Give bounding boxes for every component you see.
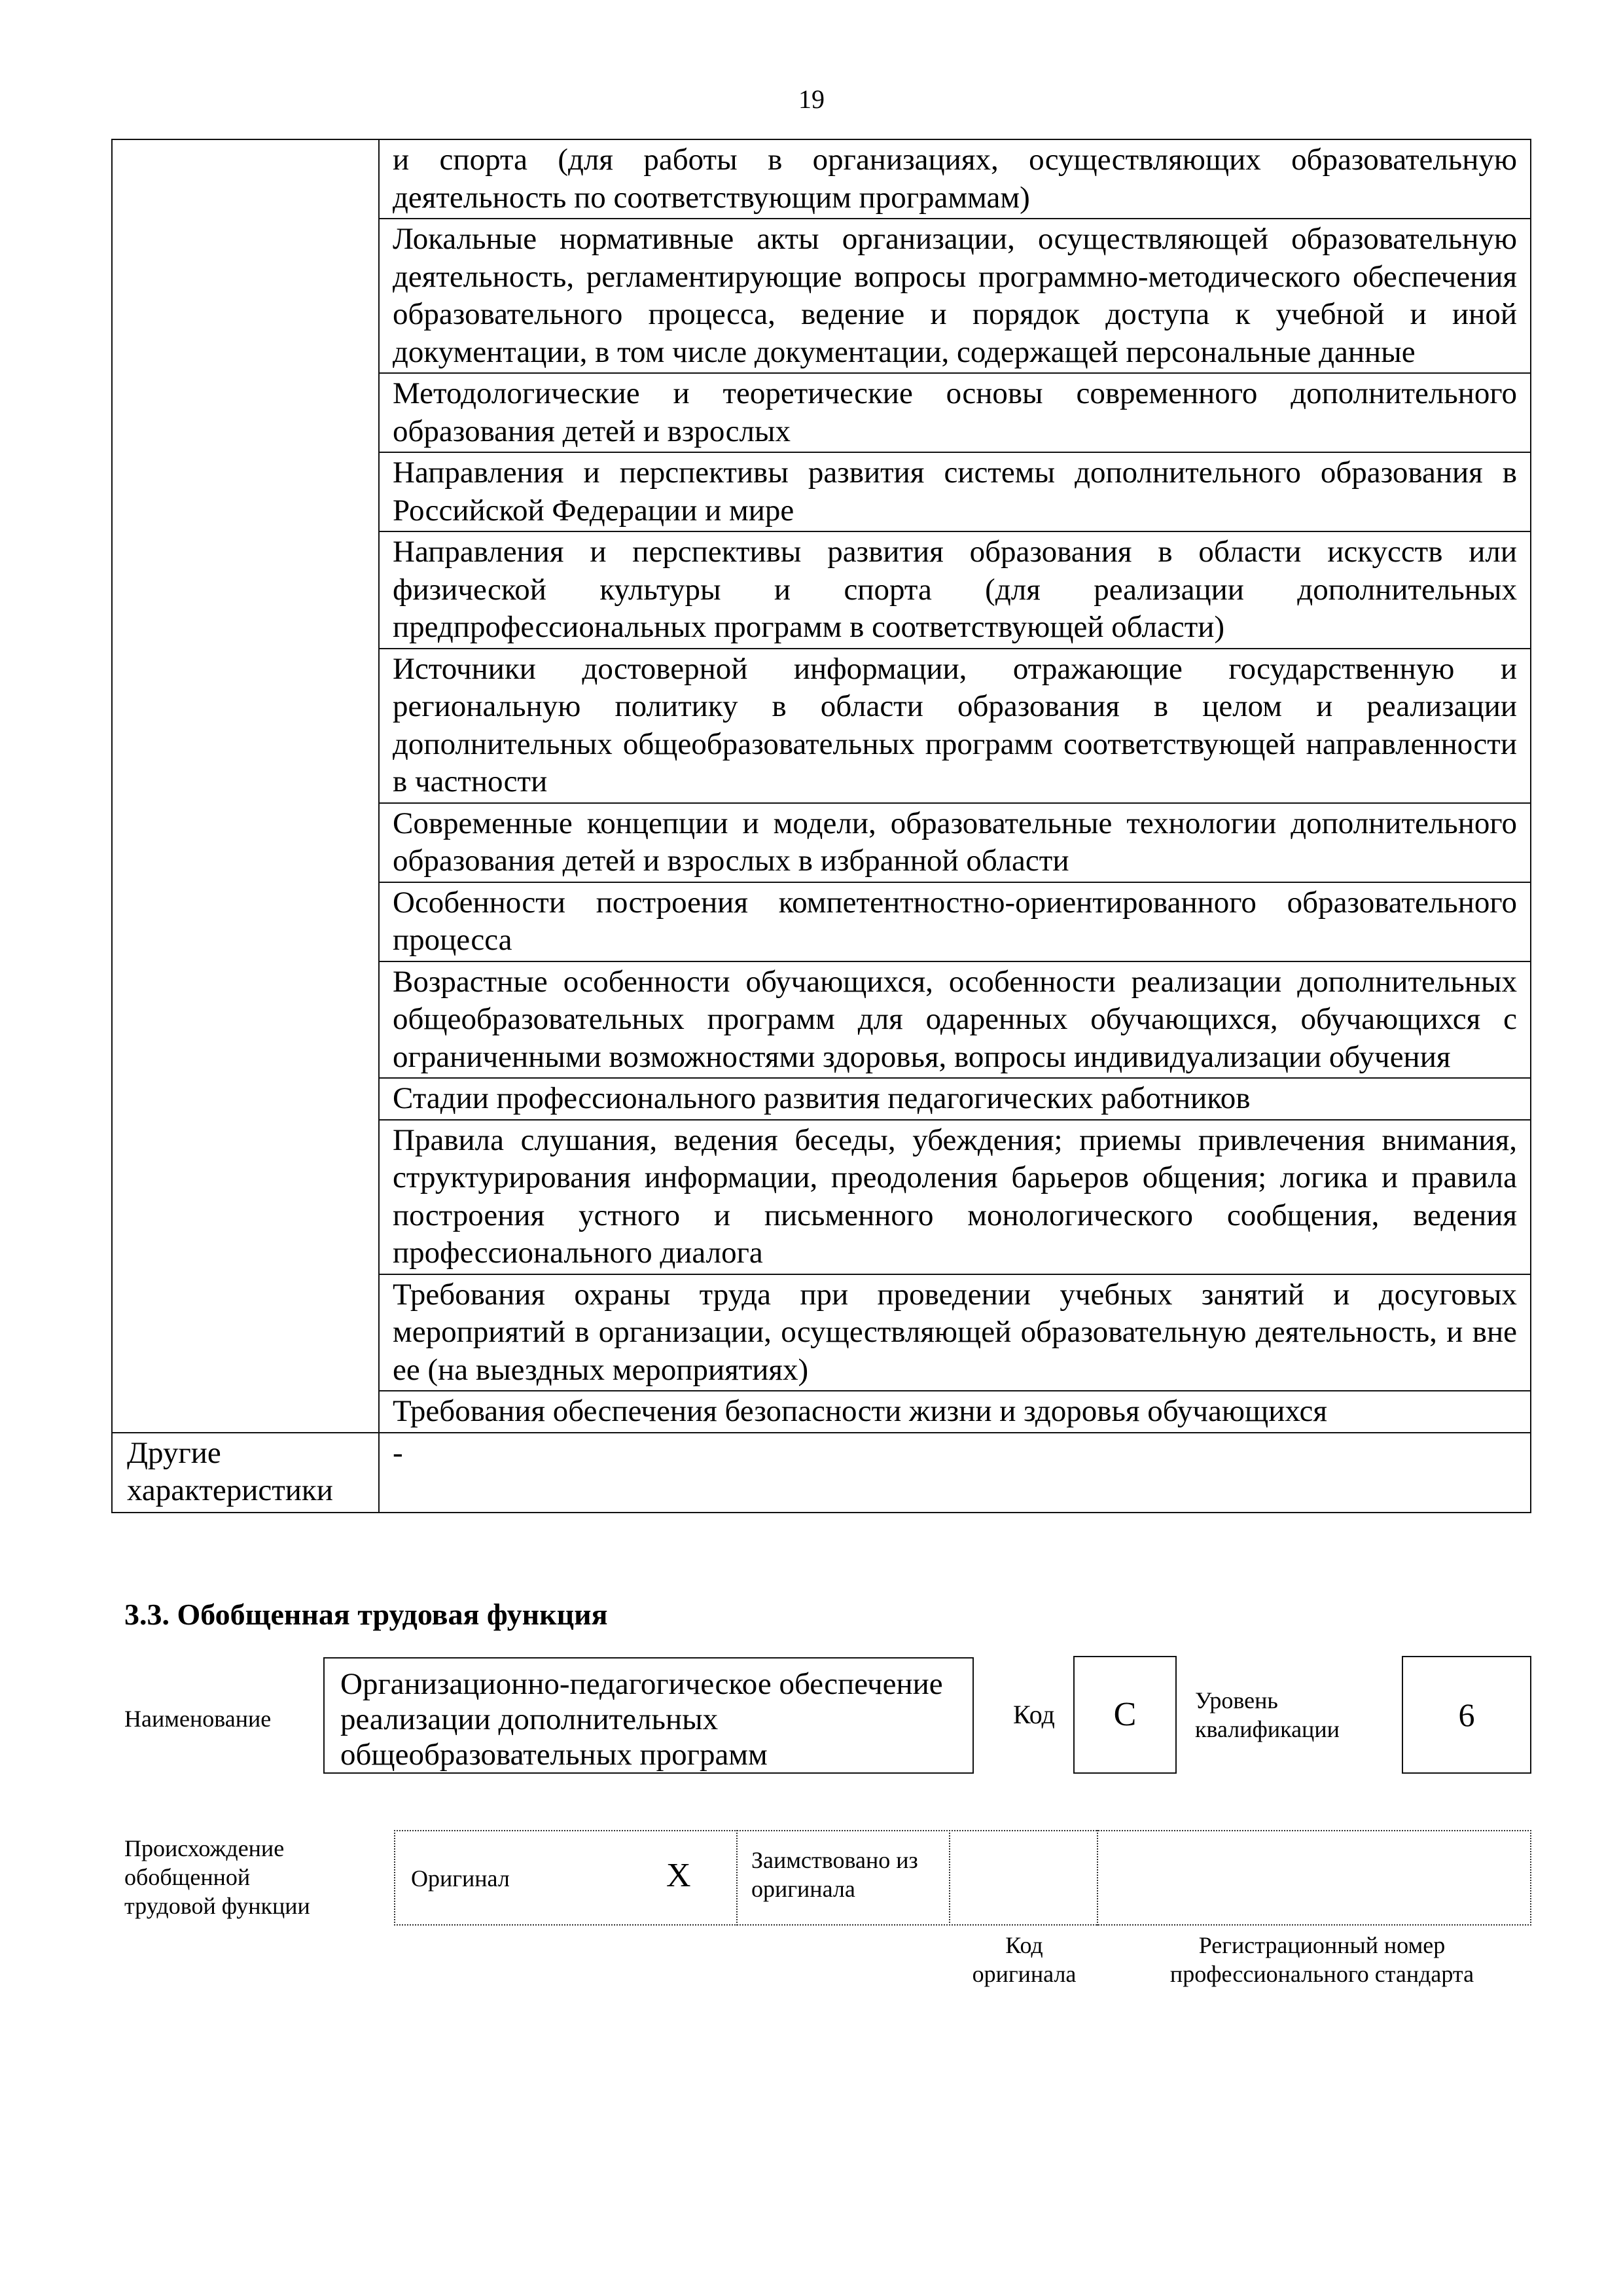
origin-box [394, 1830, 1531, 1926]
original-mark: Х [666, 1857, 691, 1894]
table-row [112, 139, 1531, 219]
knowledge-item: Стадии профессионального развития педагогических работников [379, 1078, 1531, 1120]
row-header-empty [112, 139, 379, 1433]
origin-divider-1 [736, 1830, 739, 1926]
borrowed-label: Заимствовано из оригинала [751, 1847, 918, 1902]
knowledge-item: Возрастные особенности обучающихся, особенности реализации дополнительных общеобразовательных программ для одаренных обучающихся, обучающихся с ограниченными возможностями здоровья, вопросы индивидуализации обучения [379, 961, 1531, 1079]
name-value: Организационно-педагогическое обеспечение реализации дополнительных общеобразовательных программ [340, 1667, 943, 1772]
knowledge-item: Современные концепции и модели, образовательные технологии дополнительного образования детей и взрослых в избранной области [379, 803, 1531, 882]
code-value: С [1113, 1696, 1137, 1733]
knowledge-item: Требования охраны труда при проведении учебных занятий и досуговых мероприятий в организации, осуществляющей образовательную деятельность, и вне ее (на выездных мероприятиях) [379, 1274, 1531, 1391]
name-label: Наименование [124, 1706, 272, 1732]
knowledge-item: Источники достоверной информации, отражающие государственную и региональную политику в области образования в целом и реализации дополнительных общеобразовательных программ соответствующей направленности в частности [379, 649, 1531, 803]
knowledge-table [111, 139, 1531, 1513]
knowledge-item: Требования обеспечения безопасности жизни и здоровья обучающихся [379, 1391, 1531, 1433]
origin-divider-2 [949, 1830, 952, 1926]
original-label: Оригинал [411, 1865, 510, 1892]
level-value: 6 [1458, 1696, 1475, 1733]
knowledge-item: Особенности построения компетентностно-ориентированного образовательного процесса [379, 882, 1531, 961]
level-label: Уровень квалификации [1195, 1687, 1340, 1742]
knowledge-item: Методологические и теоретические основы современного дополнительного образования детей и взрослых [379, 373, 1531, 452]
other-characteristics-value: - [379, 1433, 1531, 1513]
level-value-box [1402, 1656, 1531, 1774]
other-characteristics-label: Другие характеристики [112, 1433, 379, 1513]
code-value-box [1073, 1656, 1177, 1774]
section-title: 3.3. Обобщенная трудовая функция [124, 1598, 608, 1631]
knowledge-item: Направления и перспективы развития системы дополнительного образования в Российской Федерации и мире [379, 452, 1531, 531]
page-number: 19 [798, 84, 825, 114]
code-label: Код [1013, 1700, 1055, 1729]
knowledge-item: Направления и перспективы развития образования в области искусств или физической культуры и спорта (для реализации дополнительных предпрофессиональных программ в соответствующей области) [379, 531, 1531, 649]
code-original-caption: Код оригинала [972, 1932, 1077, 1987]
knowledge-item: Правила слушания, ведения беседы, убеждения; приемы привлечения внимания, структурирования информации, преодоления барьеров общения; логика и правила построения устного и письменного монологического сообщения, ведения профессионального диалога [379, 1120, 1531, 1274]
knowledge-item: и спорта (для работы в организациях, осуществляющих образовательную деятельность по соответствующим программам) [379, 139, 1531, 219]
name-value-box [323, 1657, 974, 1774]
origin-label: Происхождение обобщенной трудовой функции [124, 1835, 310, 1919]
knowledge-item: Локальные нормативные акты организации, осуществляющей образовательную деятельность, регламентирующие вопросы программно-методического обеспечения образовательного процесса, ведение и порядок доступа к учебной и иной документации, в том числе документации, содержащей персональные данные [379, 219, 1531, 373]
table-row-other [112, 1433, 1531, 1513]
origin-divider-3 [1097, 1830, 1099, 1926]
reg-number-caption: Регистрационный номер профессионального стандарта [1169, 1932, 1474, 1987]
